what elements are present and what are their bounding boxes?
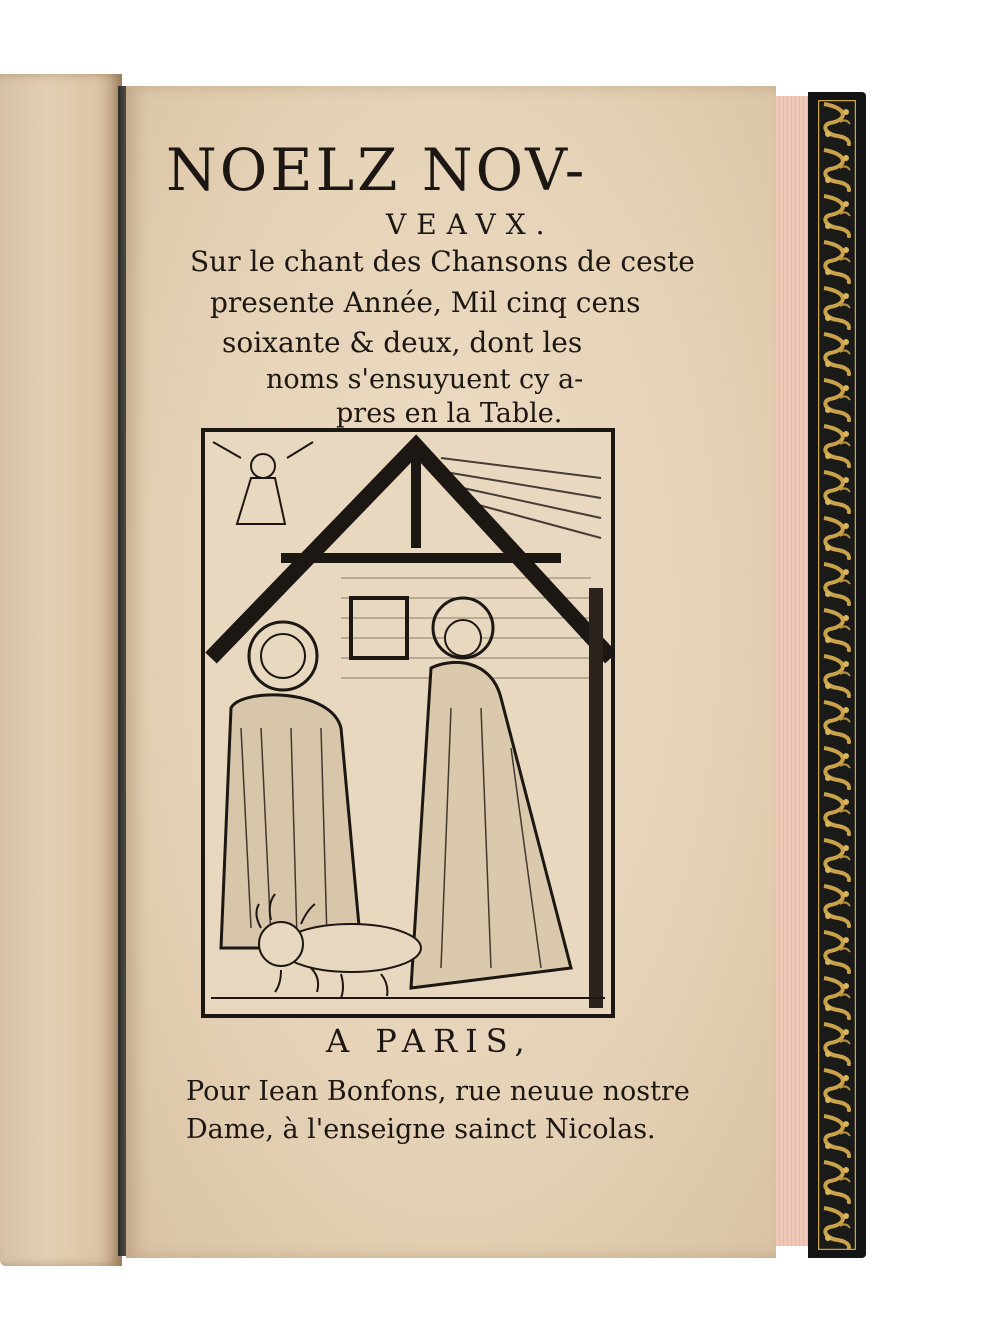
- gilt-border-ornament: [818, 100, 856, 1250]
- nativity-woodcut: [201, 428, 615, 1018]
- subtitle-line: presente Année, Mil cinq cens: [210, 286, 641, 319]
- subtitle-line: soixante & deux, dont les: [222, 326, 583, 359]
- imprint-line: Dame, à l'enseigne sainct Nicolas.: [186, 1114, 656, 1145]
- title-line-2: VEAVX.: [386, 208, 555, 241]
- left-page: [0, 74, 122, 1266]
- subtitle-line: Sur le chant des Chansons de ceste: [190, 245, 695, 278]
- imprint-line: Pour Iean Bonfons, rue neuue nostre: [186, 1076, 690, 1107]
- title-line-1: NOELZ NOV-: [166, 136, 588, 204]
- imprint-city: A PARIS,: [326, 1022, 533, 1060]
- subtitle-line: pres en la Table.: [336, 398, 563, 429]
- subtitle-line: noms s'ensuyuent cy a-: [266, 364, 584, 395]
